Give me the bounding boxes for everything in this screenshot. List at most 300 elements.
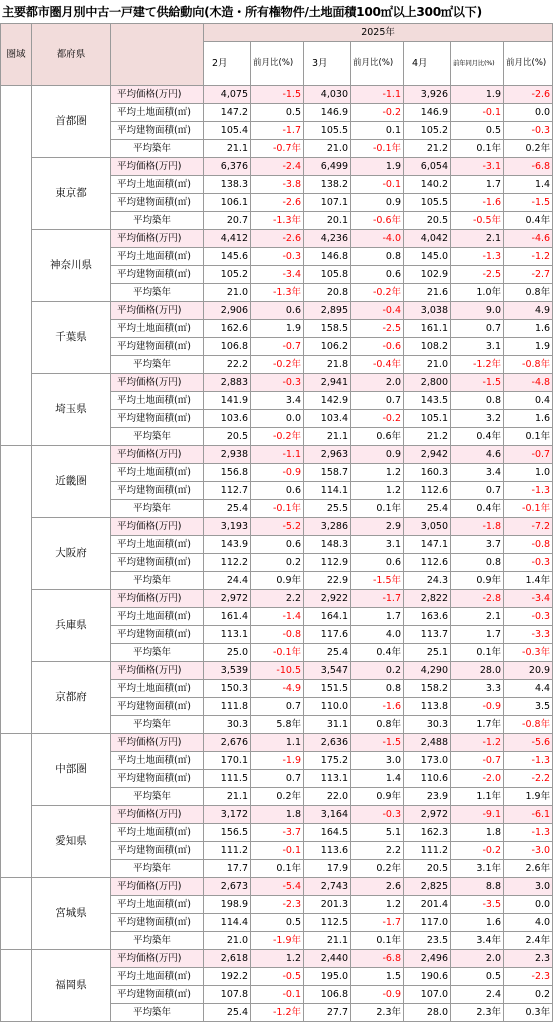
value-cell: 4,030	[304, 86, 351, 104]
metric-label: 平均土地面積(㎡)	[111, 248, 204, 266]
value-cell: 21.0	[404, 356, 451, 374]
metric-label: 平均価格(万円)	[111, 158, 204, 176]
value-cell: -0.3	[251, 374, 304, 392]
metric-label: 平均価格(万円)	[111, 878, 204, 896]
prefecture-cell: 京都府	[32, 662, 111, 734]
value-cell: 21.0	[204, 932, 251, 950]
value-cell: 192.2	[204, 968, 251, 986]
value-cell: 1.5	[351, 968, 404, 986]
value-cell: -7.2	[504, 518, 553, 536]
value-cell: 3,164	[304, 806, 351, 824]
value-cell: 2.0	[351, 374, 404, 392]
value-cell: 1.6	[504, 410, 553, 428]
value-cell: 156.8	[204, 464, 251, 482]
value-cell: 112.6	[404, 482, 451, 500]
value-cell: 106.2	[304, 338, 351, 356]
value-cell: -0.2年	[351, 284, 404, 302]
value-cell: -0.6	[351, 338, 404, 356]
value-cell: -0.1年	[251, 644, 304, 662]
value-cell: 112.9	[304, 554, 351, 572]
value-cell: 0.5	[251, 914, 304, 932]
header-month-mar: 3月	[304, 42, 351, 86]
value-cell: 3.4	[451, 464, 504, 482]
value-cell: -1.1	[251, 446, 304, 464]
value-cell: 2,488	[404, 734, 451, 752]
value-cell: 2.2	[351, 842, 404, 860]
value-cell: -3.5	[451, 896, 504, 914]
value-cell: 1.4	[351, 770, 404, 788]
value-cell: 2,972	[204, 590, 251, 608]
metric-label: 平均価格(万円)	[111, 230, 204, 248]
value-cell: 20.5	[404, 212, 451, 230]
metric-label: 平均土地面積(㎡)	[111, 176, 204, 194]
value-cell: 2,883	[204, 374, 251, 392]
value-cell: 5.8年	[251, 716, 304, 734]
value-cell: 1.4年	[504, 572, 553, 590]
metric-label: 平均土地面積(㎡)	[111, 320, 204, 338]
value-cell: -4.8	[504, 374, 553, 392]
value-cell: 1.9	[504, 338, 553, 356]
metric-label: 平均築年	[111, 932, 204, 950]
value-cell: -1.1	[351, 86, 404, 104]
value-cell: 1.7	[451, 626, 504, 644]
value-cell: 0.6	[351, 554, 404, 572]
value-cell: 21.2	[404, 428, 451, 446]
value-cell: 25.4	[204, 500, 251, 518]
value-cell: 164.1	[304, 608, 351, 626]
value-cell: -4.6	[504, 230, 553, 248]
value-cell: 21.1	[304, 428, 351, 446]
value-cell: 3,050	[404, 518, 451, 536]
value-cell: 1.8	[451, 824, 504, 842]
value-cell: -0.9	[451, 698, 504, 716]
metric-label: 平均価格(万円)	[111, 302, 204, 320]
value-cell: 0.6	[251, 482, 304, 500]
value-cell: 0.1年	[251, 860, 304, 878]
value-cell: 112.7	[204, 482, 251, 500]
value-cell: 2,963	[304, 446, 351, 464]
value-cell: 110.0	[304, 698, 351, 716]
value-cell: -1.9年	[251, 932, 304, 950]
value-cell: -6.1	[504, 806, 553, 824]
value-cell: 105.5	[404, 194, 451, 212]
value-cell: -2.5	[351, 320, 404, 338]
prefecture-cell: 宮城県	[32, 878, 111, 950]
value-cell: 17.7	[204, 860, 251, 878]
value-cell: -1.2年	[251, 1004, 304, 1022]
value-cell: 5.1	[351, 824, 404, 842]
value-cell: 20.1	[304, 212, 351, 230]
value-cell: 0.6	[251, 536, 304, 554]
table-row	[1, 302, 553, 320]
value-cell: 2,743	[304, 878, 351, 896]
metric-label: 平均土地面積(㎡)	[111, 968, 204, 986]
value-cell: -0.1年	[504, 500, 553, 518]
value-cell: -1.3	[504, 752, 553, 770]
header-year: 2025年	[204, 24, 553, 42]
metric-label: 平均土地面積(㎡)	[111, 608, 204, 626]
value-cell: 4.6	[451, 446, 504, 464]
value-cell: 23.5	[404, 932, 451, 950]
header-prefecture: 都府県	[32, 24, 111, 86]
value-cell: 1.9年	[504, 788, 553, 806]
value-cell: 143.9	[204, 536, 251, 554]
value-cell: 0.1	[351, 122, 404, 140]
value-cell: 21.0	[204, 284, 251, 302]
value-cell: 1.8	[251, 806, 304, 824]
metric-label: 平均築年	[111, 572, 204, 590]
metric-label: 平均価格(万円)	[111, 806, 204, 824]
value-cell: 112.2	[204, 554, 251, 572]
value-cell: 6,376	[204, 158, 251, 176]
value-cell: -0.8	[504, 536, 553, 554]
value-cell: 0.4年	[351, 644, 404, 662]
value-cell: 111.5	[204, 770, 251, 788]
value-cell: -1.7	[351, 590, 404, 608]
value-cell: -4.9	[251, 680, 304, 698]
value-cell: -0.1	[251, 986, 304, 1004]
value-cell: 0.1年	[451, 644, 504, 662]
value-cell: 2.0	[451, 950, 504, 968]
value-cell: 0.8	[351, 248, 404, 266]
value-cell: 1.7年	[451, 716, 504, 734]
value-cell: 0.4年	[504, 212, 553, 230]
metric-label: 平均建物面積(㎡)	[111, 122, 204, 140]
value-cell: -4.0	[351, 230, 404, 248]
value-cell: -0.2年	[251, 428, 304, 446]
value-cell: -1.6	[451, 194, 504, 212]
metric-label: 平均建物面積(㎡)	[111, 914, 204, 932]
value-cell: 28.0	[451, 662, 504, 680]
value-cell: 3,539	[204, 662, 251, 680]
value-cell: -6.8	[504, 158, 553, 176]
value-cell: 28.0	[404, 1004, 451, 1022]
value-cell: 2.9	[351, 518, 404, 536]
value-cell: 117.6	[304, 626, 351, 644]
value-cell: 113.7	[404, 626, 451, 644]
value-cell: 150.3	[204, 680, 251, 698]
value-cell: 0.7	[451, 482, 504, 500]
prefecture-cell: 千葉県	[32, 302, 111, 374]
value-cell: 0.2	[504, 986, 553, 1004]
value-cell: -0.4年	[351, 356, 404, 374]
value-cell: 161.4	[204, 608, 251, 626]
value-cell: 105.2	[404, 122, 451, 140]
value-cell: 1.7	[451, 176, 504, 194]
value-cell: -1.4	[251, 608, 304, 626]
value-cell: -0.1	[451, 104, 504, 122]
value-cell: -5.2	[251, 518, 304, 536]
metric-label: 平均価格(万円)	[111, 734, 204, 752]
value-cell: 1.9	[251, 320, 304, 338]
value-cell: 107.1	[304, 194, 351, 212]
value-cell: 3.7	[451, 536, 504, 554]
value-cell: 3,193	[204, 518, 251, 536]
value-cell: 112.5	[304, 914, 351, 932]
metric-label: 平均価格(万円)	[111, 446, 204, 464]
value-cell: -1.5年	[351, 572, 404, 590]
value-cell: -1.8	[451, 518, 504, 536]
value-cell: 164.5	[304, 824, 351, 842]
value-cell: 2.3年	[351, 1004, 404, 1022]
value-cell: 111.2	[404, 842, 451, 860]
value-cell: 0.7	[251, 770, 304, 788]
value-cell: 20.5	[404, 860, 451, 878]
value-cell: 103.6	[204, 410, 251, 428]
value-cell: 190.6	[404, 968, 451, 986]
value-cell: 158.7	[304, 464, 351, 482]
metric-label: 平均建物面積(㎡)	[111, 554, 204, 572]
value-cell: -2.2	[504, 770, 553, 788]
value-cell: 0.8年	[351, 716, 404, 734]
value-cell: 2.3年	[451, 1004, 504, 1022]
value-cell: 1.2	[251, 950, 304, 968]
value-cell: -0.6年	[351, 212, 404, 230]
value-cell: 0.8	[451, 392, 504, 410]
value-cell: 4.4	[504, 680, 553, 698]
value-cell: 4,236	[304, 230, 351, 248]
value-cell: -10.5	[251, 662, 304, 680]
metric-label: 平均築年	[111, 356, 204, 374]
value-cell: -0.3	[504, 122, 553, 140]
value-cell: 25.4	[404, 500, 451, 518]
value-cell: 0.4年	[451, 428, 504, 446]
value-cell: 6,054	[404, 158, 451, 176]
value-cell: 21.1	[204, 140, 251, 158]
value-cell: 3.4年	[451, 932, 504, 950]
supply-table-wrapper	[0, 23, 553, 1022]
value-cell: -0.5	[251, 968, 304, 986]
value-cell: 2,942	[404, 446, 451, 464]
header-month-feb: 2月	[204, 42, 251, 86]
value-cell: 3.4	[251, 392, 304, 410]
value-cell: 4.0	[351, 626, 404, 644]
value-cell: -0.2	[351, 104, 404, 122]
table-row	[1, 806, 553, 824]
value-cell: 161.1	[404, 320, 451, 338]
value-cell: -0.1年	[251, 500, 304, 518]
value-cell: 1.4	[504, 176, 553, 194]
metric-label: 平均土地面積(㎡)	[111, 464, 204, 482]
value-cell: 3.1年	[451, 860, 504, 878]
value-cell: -0.2	[351, 410, 404, 428]
value-cell: -6.8	[351, 950, 404, 968]
value-cell: 0.1年	[451, 140, 504, 158]
value-cell: -1.5	[351, 734, 404, 752]
value-cell: 0.2	[351, 662, 404, 680]
metric-label: 平均築年	[111, 716, 204, 734]
value-cell: 24.4	[204, 572, 251, 590]
value-cell: 30.3	[404, 716, 451, 734]
value-cell: 163.6	[404, 608, 451, 626]
metric-label: 平均土地面積(㎡)	[111, 104, 204, 122]
value-cell: 25.0	[204, 644, 251, 662]
value-cell: 4,412	[204, 230, 251, 248]
value-cell: 145.0	[404, 248, 451, 266]
prefecture-cell: 愛知県	[32, 806, 111, 878]
value-cell: 22.9	[304, 572, 351, 590]
value-cell: -3.8	[251, 176, 304, 194]
value-cell: -0.1	[251, 842, 304, 860]
value-cell: 23.9	[404, 788, 451, 806]
value-cell: 22.2	[204, 356, 251, 374]
value-cell: 0.6	[351, 266, 404, 284]
value-cell: -3.3	[504, 626, 553, 644]
value-cell: -3.1	[451, 158, 504, 176]
value-cell: 3.0	[351, 752, 404, 770]
value-cell: 110.6	[404, 770, 451, 788]
metric-label: 平均築年	[111, 500, 204, 518]
metric-label: 平均土地面積(㎡)	[111, 824, 204, 842]
value-cell: 113.1	[304, 770, 351, 788]
value-cell: 0.8	[451, 554, 504, 572]
value-cell: 2,676	[204, 734, 251, 752]
value-cell: -1.7	[251, 122, 304, 140]
value-cell: 9.0	[451, 302, 504, 320]
table-row	[1, 86, 553, 104]
metric-label: 平均築年	[111, 140, 204, 158]
value-cell: -1.6	[351, 698, 404, 716]
value-cell: -3.0	[504, 842, 553, 860]
value-cell: 1.7	[351, 608, 404, 626]
value-cell: 106.8	[204, 338, 251, 356]
value-cell: 2,618	[204, 950, 251, 968]
value-cell: 1.0	[504, 464, 553, 482]
metric-label: 平均築年	[111, 428, 204, 446]
value-cell: 0.3年	[504, 1004, 553, 1022]
metric-label: 平均築年	[111, 284, 204, 302]
value-cell: -1.5	[451, 374, 504, 392]
value-cell: 8.8	[451, 878, 504, 896]
value-cell: -3.7	[251, 824, 304, 842]
value-cell: 30.3	[204, 716, 251, 734]
metric-label: 平均建物面積(㎡)	[111, 410, 204, 428]
table-row	[1, 518, 553, 536]
value-cell: 103.4	[304, 410, 351, 428]
metric-label: 平均価格(万円)	[111, 662, 204, 680]
value-cell: 105.2	[204, 266, 251, 284]
value-cell: 106.1	[204, 194, 251, 212]
value-cell: 20.5	[204, 428, 251, 446]
value-cell: 0.7	[451, 320, 504, 338]
value-cell: 113.1	[204, 626, 251, 644]
value-cell: -0.7	[451, 752, 504, 770]
value-cell: 107.8	[204, 986, 251, 1004]
prefecture-cell: 埼玉県	[32, 374, 111, 446]
value-cell: 21.1	[204, 788, 251, 806]
value-cell: 1.6	[504, 320, 553, 338]
value-cell: -0.8年	[504, 356, 553, 374]
value-cell: 21.6	[404, 284, 451, 302]
value-cell: 4.0	[504, 914, 553, 932]
value-cell: 140.2	[404, 176, 451, 194]
prefecture-cell: 兵庫県	[32, 590, 111, 662]
value-cell: 4,290	[404, 662, 451, 680]
value-cell: 156.5	[204, 824, 251, 842]
value-cell: 145.6	[204, 248, 251, 266]
value-cell: 17.9	[304, 860, 351, 878]
value-cell: 2.6年	[504, 860, 553, 878]
value-cell: 160.3	[404, 464, 451, 482]
value-cell: 162.3	[404, 824, 451, 842]
area-cell	[1, 734, 32, 878]
value-cell: 27.7	[304, 1004, 351, 1022]
value-cell: 3,038	[404, 302, 451, 320]
value-cell: 141.9	[204, 392, 251, 410]
value-cell: 21.8	[304, 356, 351, 374]
value-cell: 3.1	[351, 536, 404, 554]
value-cell: -2.6	[251, 230, 304, 248]
value-cell: 173.0	[404, 752, 451, 770]
value-cell: -0.2	[451, 842, 504, 860]
value-cell: 106.8	[304, 986, 351, 1004]
value-cell: 112.6	[404, 554, 451, 572]
table-row	[1, 590, 553, 608]
metric-label: 平均建物面積(㎡)	[111, 338, 204, 356]
value-cell: -1.2	[504, 248, 553, 266]
value-cell: 0.4年	[451, 500, 504, 518]
value-cell: 2.3	[504, 950, 553, 968]
value-cell: -0.8	[251, 626, 304, 644]
value-cell: -0.4	[351, 302, 404, 320]
value-cell: 146.9	[404, 104, 451, 122]
value-cell: 4,075	[204, 86, 251, 104]
value-cell: 146.8	[304, 248, 351, 266]
value-cell: 3.2	[451, 410, 504, 428]
value-cell: 2,825	[404, 878, 451, 896]
value-cell: 1.0年	[451, 284, 504, 302]
area-cell	[1, 86, 32, 446]
value-cell: 2.1	[451, 608, 504, 626]
value-cell: 20.8	[304, 284, 351, 302]
metric-label: 平均建物面積(㎡)	[111, 626, 204, 644]
value-cell: 0.2年	[251, 788, 304, 806]
prefecture-cell: 東京都	[32, 158, 111, 230]
value-cell: 198.9	[204, 896, 251, 914]
value-cell: 0.9	[351, 194, 404, 212]
value-cell: 111.8	[204, 698, 251, 716]
metric-label: 平均築年	[111, 860, 204, 878]
metric-label: 平均土地面積(㎡)	[111, 896, 204, 914]
value-cell: 0.2年	[504, 140, 553, 158]
value-cell: -1.3年	[251, 212, 304, 230]
table-row	[1, 446, 553, 464]
value-cell: 113.6	[304, 842, 351, 860]
value-cell: 2,938	[204, 446, 251, 464]
value-cell: 6,499	[304, 158, 351, 176]
value-cell: 2,440	[304, 950, 351, 968]
value-cell: 2,895	[304, 302, 351, 320]
value-cell: 201.4	[404, 896, 451, 914]
value-cell: 0.9年	[451, 572, 504, 590]
value-cell: 117.0	[404, 914, 451, 932]
value-cell: 2,673	[204, 878, 251, 896]
header-yoy-apr: 前年同月比(%)	[451, 42, 504, 86]
value-cell: -2.3	[251, 896, 304, 914]
value-cell: -2.7	[504, 266, 553, 284]
value-cell: -3.4	[504, 590, 553, 608]
value-cell: 2.6	[351, 878, 404, 896]
value-cell: 3,286	[304, 518, 351, 536]
value-cell: -5.4	[251, 878, 304, 896]
table-row	[1, 878, 553, 896]
value-cell: 0.1年	[504, 428, 553, 446]
header-metric-blank	[111, 24, 204, 86]
prefecture-cell: 近畿圏	[32, 446, 111, 518]
area-cell	[1, 446, 32, 734]
value-cell: -1.3	[504, 824, 553, 842]
value-cell: 20.9	[504, 662, 553, 680]
